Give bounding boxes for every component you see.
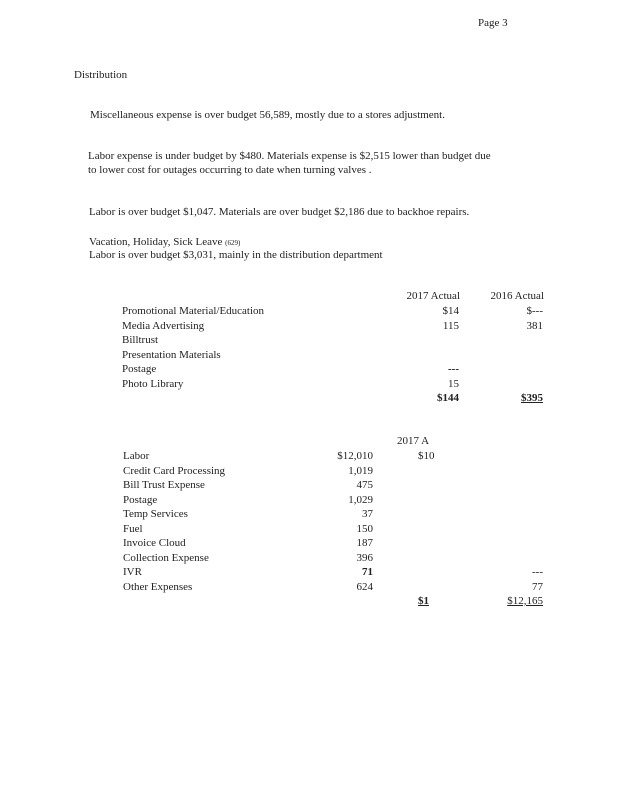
total-col2: $1: [418, 595, 429, 607]
header-2016-actual: 2016 Actual: [490, 290, 544, 302]
row-label: Bill Trust Expense: [123, 479, 205, 491]
row-2017-value: 15: [448, 377, 459, 390]
row-value-col1: 187: [356, 537, 373, 549]
row-value-col1: 475: [356, 479, 373, 491]
row-label: IVR: [123, 566, 142, 578]
row-label: Collection Expense: [123, 551, 209, 564]
row-value-col1: 71: [362, 566, 373, 578]
row-value-col1: 1,029: [348, 493, 373, 506]
vacation-fragment: (629): [225, 239, 241, 247]
total-2017: $144: [437, 392, 459, 404]
row-value-col1: 396: [356, 551, 373, 564]
row-value-col1: 150: [356, 522, 373, 535]
row-label: Other Expenses: [123, 580, 193, 593]
row-value-col1: $12,010: [337, 450, 373, 462]
total-2016: $395: [521, 392, 543, 404]
row-2017-value: 115: [442, 319, 459, 332]
row-value-col3: 77: [532, 580, 543, 593]
row-label: Fuel: [123, 522, 143, 535]
row-2017-value: ---: [448, 363, 459, 375]
row-2016-value: 381: [526, 319, 543, 332]
row-2016-value: $---: [526, 305, 543, 317]
row-label: Credit Card Processing: [123, 464, 226, 477]
section-title: Distribution: [74, 69, 128, 81]
row-2017-value: $14: [442, 305, 459, 317]
header-2017-a: 2017 A: [397, 435, 430, 447]
paragraph-labor-line1: Labor expense is under budget by $480. Materials expense is $2,515 lower than budget due: [88, 150, 491, 162]
row-label: Billtrust: [122, 334, 159, 346]
vacation-label: Vacation, Holiday, Sick Leave: [89, 236, 223, 248]
row-label: Invoice Cloud: [123, 537, 186, 549]
row-value-col1: 37: [362, 508, 373, 520]
paragraph-backhoe: Labor is over budget $1,047. Materials are over budget $2,186 due to backhoe repairs.: [89, 206, 470, 218]
row-value-col3: ---: [532, 566, 543, 578]
row-label: Media Advertising: [122, 319, 205, 332]
paragraph-labor-distribution: Labor is over budget $3,031, mainly in the distribution department: [89, 249, 383, 261]
row-label: Temp Services: [123, 508, 188, 520]
header-2017-actual: 2017 Actual: [406, 290, 460, 302]
row-label: Postage: [123, 493, 158, 506]
row-value-col2: $10: [418, 450, 435, 462]
row-value-col1: 1,019: [348, 464, 373, 477]
paragraph-vacation: [89, 236, 240, 250]
paragraph-misc: Miscellaneous expense is over budget 56,589, mostly due to a stores adjustment.: [90, 109, 445, 121]
row-label: Labor: [123, 450, 150, 462]
page-number: Page 3: [478, 17, 508, 29]
paragraph-labor-line2: to lower cost for outages occurring to date when turning valves .: [88, 164, 372, 176]
total-col3: $12,165: [507, 595, 543, 607]
row-value-col1: 624: [356, 580, 373, 593]
row-label: Presentation Materials: [122, 348, 221, 361]
row-label: Photo Library: [122, 377, 184, 390]
row-label: Postage: [122, 363, 157, 375]
row-label: Promotional Material/Education: [122, 305, 265, 317]
